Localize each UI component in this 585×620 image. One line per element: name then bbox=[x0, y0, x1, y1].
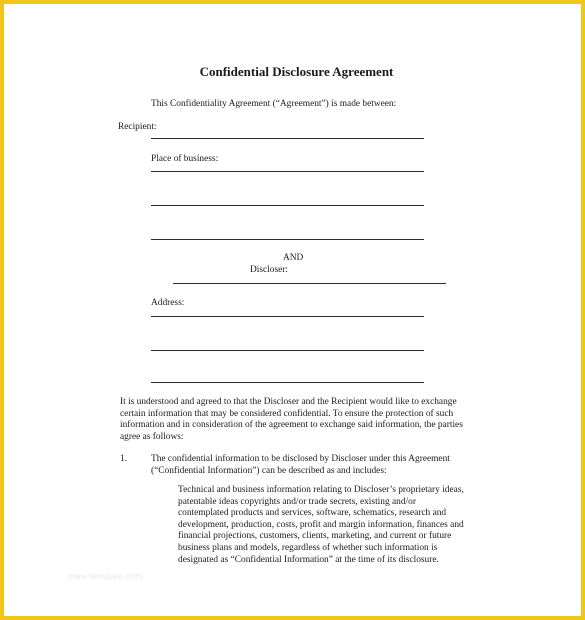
discloser-label: Discloser: bbox=[250, 265, 289, 275]
clause-1-detail bbox=[178, 485, 464, 566]
place-of-business-line-3 bbox=[151, 239, 424, 240]
address-line-1 bbox=[151, 316, 424, 317]
clause-line: (“Confidential Information”) can be described as and includes: bbox=[151, 465, 387, 476]
address-label: Address: bbox=[151, 298, 185, 308]
place-of-business-line-1 bbox=[151, 171, 424, 172]
detail-line: Technical and business information relating to Discloser’s proprietary ideas, bbox=[178, 485, 464, 495]
watermark: www.template.com bbox=[68, 571, 143, 581]
address-line-3 bbox=[151, 382, 424, 383]
recipient-blank-line bbox=[151, 138, 424, 139]
clause-line: The confidential information to be disclosed by Discloser under this Agreement bbox=[151, 454, 450, 464]
detail-line: contemplated products and services, software, schematics, research and bbox=[178, 508, 447, 519]
clause-1-text bbox=[151, 454, 450, 477]
detail-line: development, production, costs, profit and margin information, finances and bbox=[178, 519, 464, 530]
address-line-2 bbox=[151, 350, 424, 351]
document-title: Confidential Disclosure Agreement bbox=[199, 64, 394, 79]
detail-line: financial projections, customers, clients, marketing, and current or future bbox=[178, 531, 452, 542]
detail-line: patentable ideas copyrights and/or trade secrets, existing and/or bbox=[178, 496, 416, 507]
paragraph-line: certain information that may be considered confidential. To ensure the protection of such bbox=[120, 408, 454, 419]
place-of-business-line-2 bbox=[151, 205, 424, 206]
document-page bbox=[8, 8, 585, 620]
paragraph-line: It is understood and agreed to that the Discloser and the Recipient would like to exchange bbox=[120, 397, 457, 407]
detail-line: business plans and models, regardless of whether such information is bbox=[178, 542, 438, 553]
paragraph-line: information and in consideration of the agreement to exchange said information, the parties bbox=[120, 420, 463, 431]
and-label: AND bbox=[283, 253, 304, 263]
paragraph-line: agree as follows: bbox=[120, 431, 184, 442]
place-of-business-label: Place of business: bbox=[151, 154, 219, 164]
discloser-blank-line bbox=[173, 283, 446, 284]
recipient-label: Recipient: bbox=[118, 122, 157, 132]
clause-number: 1. bbox=[120, 454, 128, 464]
detail-line: designated as “Confidential Information” at the time of its disclosure. bbox=[178, 554, 439, 565]
agreement-paragraph bbox=[120, 397, 463, 443]
intro-text: This Confidentiality Agreement (“Agreement”) is made between: bbox=[151, 99, 397, 109]
